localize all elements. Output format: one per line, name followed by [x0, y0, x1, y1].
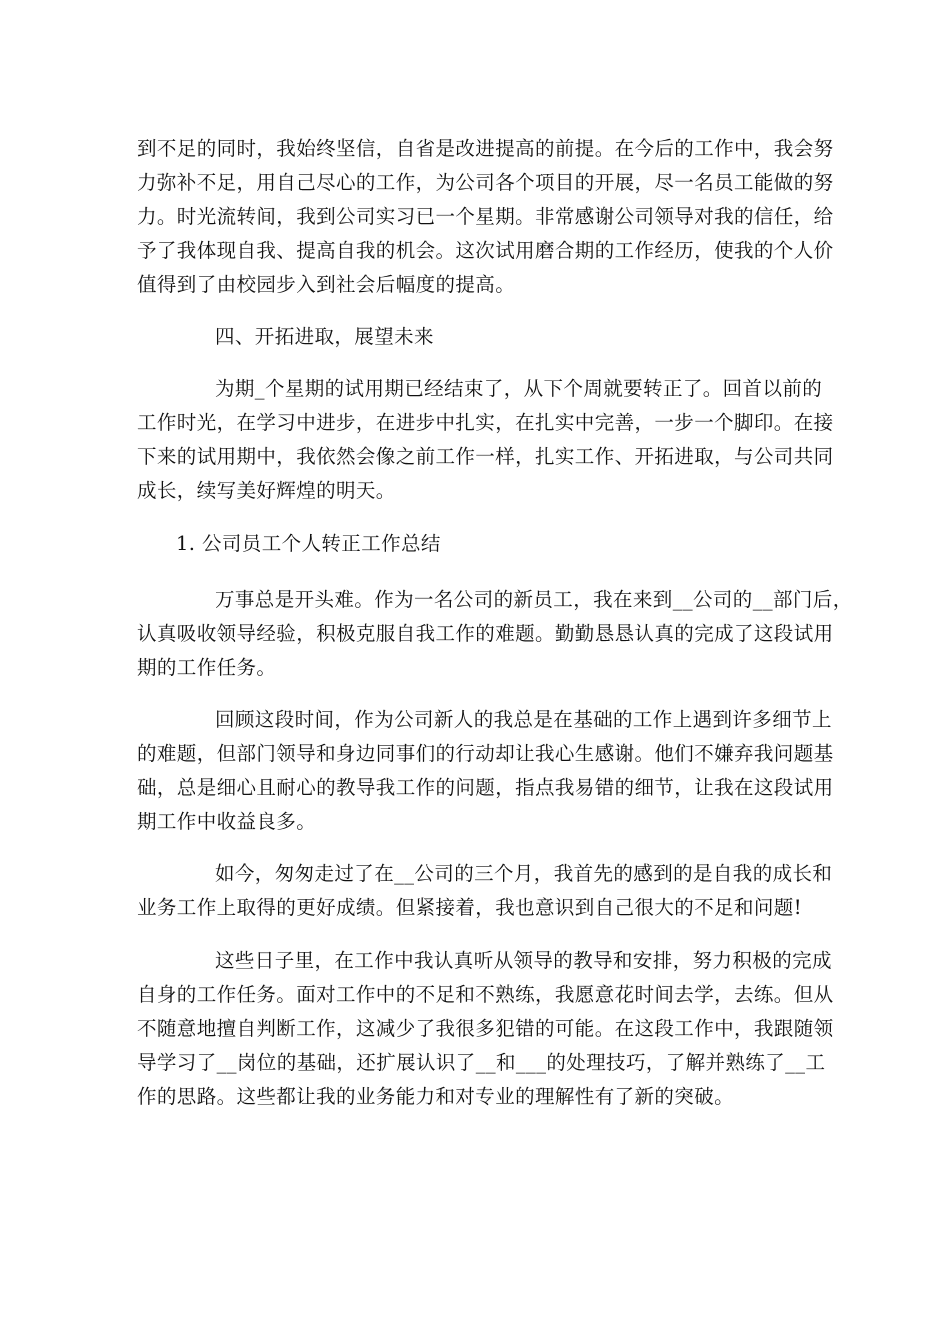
text-line: 如今，匆匆走过了在__公司的三个月，我首先的感到的是自我的成长和	[215, 862, 833, 885]
text-line: 业务工作上取得的更好成绩。但紧接着，我也意识到自己很大的不足和问题!	[137, 896, 802, 919]
text-line: 自身的工作任务。面对工作中的不足和不熟练，我愿意花时间去学，去练。但从	[137, 983, 834, 1006]
section-heading: 四、开拓进取，展望未来	[215, 325, 434, 348]
text-line: 力弥补不足，用自己尽心的工作，为公司各个项目的开展，尽一名员工能做的努	[137, 171, 834, 194]
text-line: 这些日子里，在工作中我认真听从领导的教导和安排，努力积极的完成	[215, 949, 832, 972]
text-line: 值得到了由校园步入到社会后幅度的提高。	[137, 273, 516, 296]
text-line: 回顾这段时间，作为公司新人的我总是在基础的工作上遇到许多细节上	[215, 708, 832, 731]
text-line: 的难题，但部门领导和身边同事们的行动却让我心生感谢。他们不嫌弃我问题基	[137, 742, 834, 765]
text-line: 作的思路。这些都让我的业务能力和对专业的理解性有了新的突破。	[137, 1085, 735, 1108]
text-line: 万事总是开头难。作为一名公司的新员工，我在来到__公司的__部门后，	[215, 588, 853, 611]
text-line: 导学习了__岗位的基础，还扩展认识了__和___的处理技巧，了解并熟练了__工	[137, 1051, 826, 1074]
text-line: 到不足的同时，我始终坚信，自省是改进提高的前提。在今后的工作中，我会努	[137, 137, 834, 160]
text-line: 力。时光流转间，我到公司实习已一个星期。非常感谢公司领导对我的信任，给	[137, 205, 834, 228]
text-line: 下来的试用期中，我依然会像之前工作一样，扎实工作、开拓进取，与公司共同	[137, 445, 834, 468]
text-line: 工作时光，在学习中进步，在进步中扎实，在扎实中完善，一步一个脚印。在接	[137, 411, 834, 434]
text-line: 不随意地擅自判断工作，这减少了我很多犯错的可能。在这段工作中，我跟随领	[137, 1017, 834, 1040]
text-line: 期工作中收益良多。	[137, 810, 317, 833]
text-line: 成长，续写美好辉煌的明天。	[137, 479, 396, 502]
text-line: 予了我体现自我、提高自我的机会。这次试用磨合期的工作经历，使我的个人价	[137, 239, 834, 262]
article-title: 1. 公司员工个人转正工作总结	[176, 532, 441, 555]
text-line: 础，总是细心且耐心的教导我工作的问题，指点我易错的细节，让我在这段试用	[137, 776, 834, 799]
text-line: 期的工作任务。	[137, 656, 277, 679]
text-line: 认真吸收领导经验，积极克服自我工作的难题。勤勤恳恳认真的完成了这段试用	[137, 622, 834, 645]
text-line: 为期_个星期的试用期已经结束了，从下个周就要转正了。回首以前的	[215, 377, 823, 400]
